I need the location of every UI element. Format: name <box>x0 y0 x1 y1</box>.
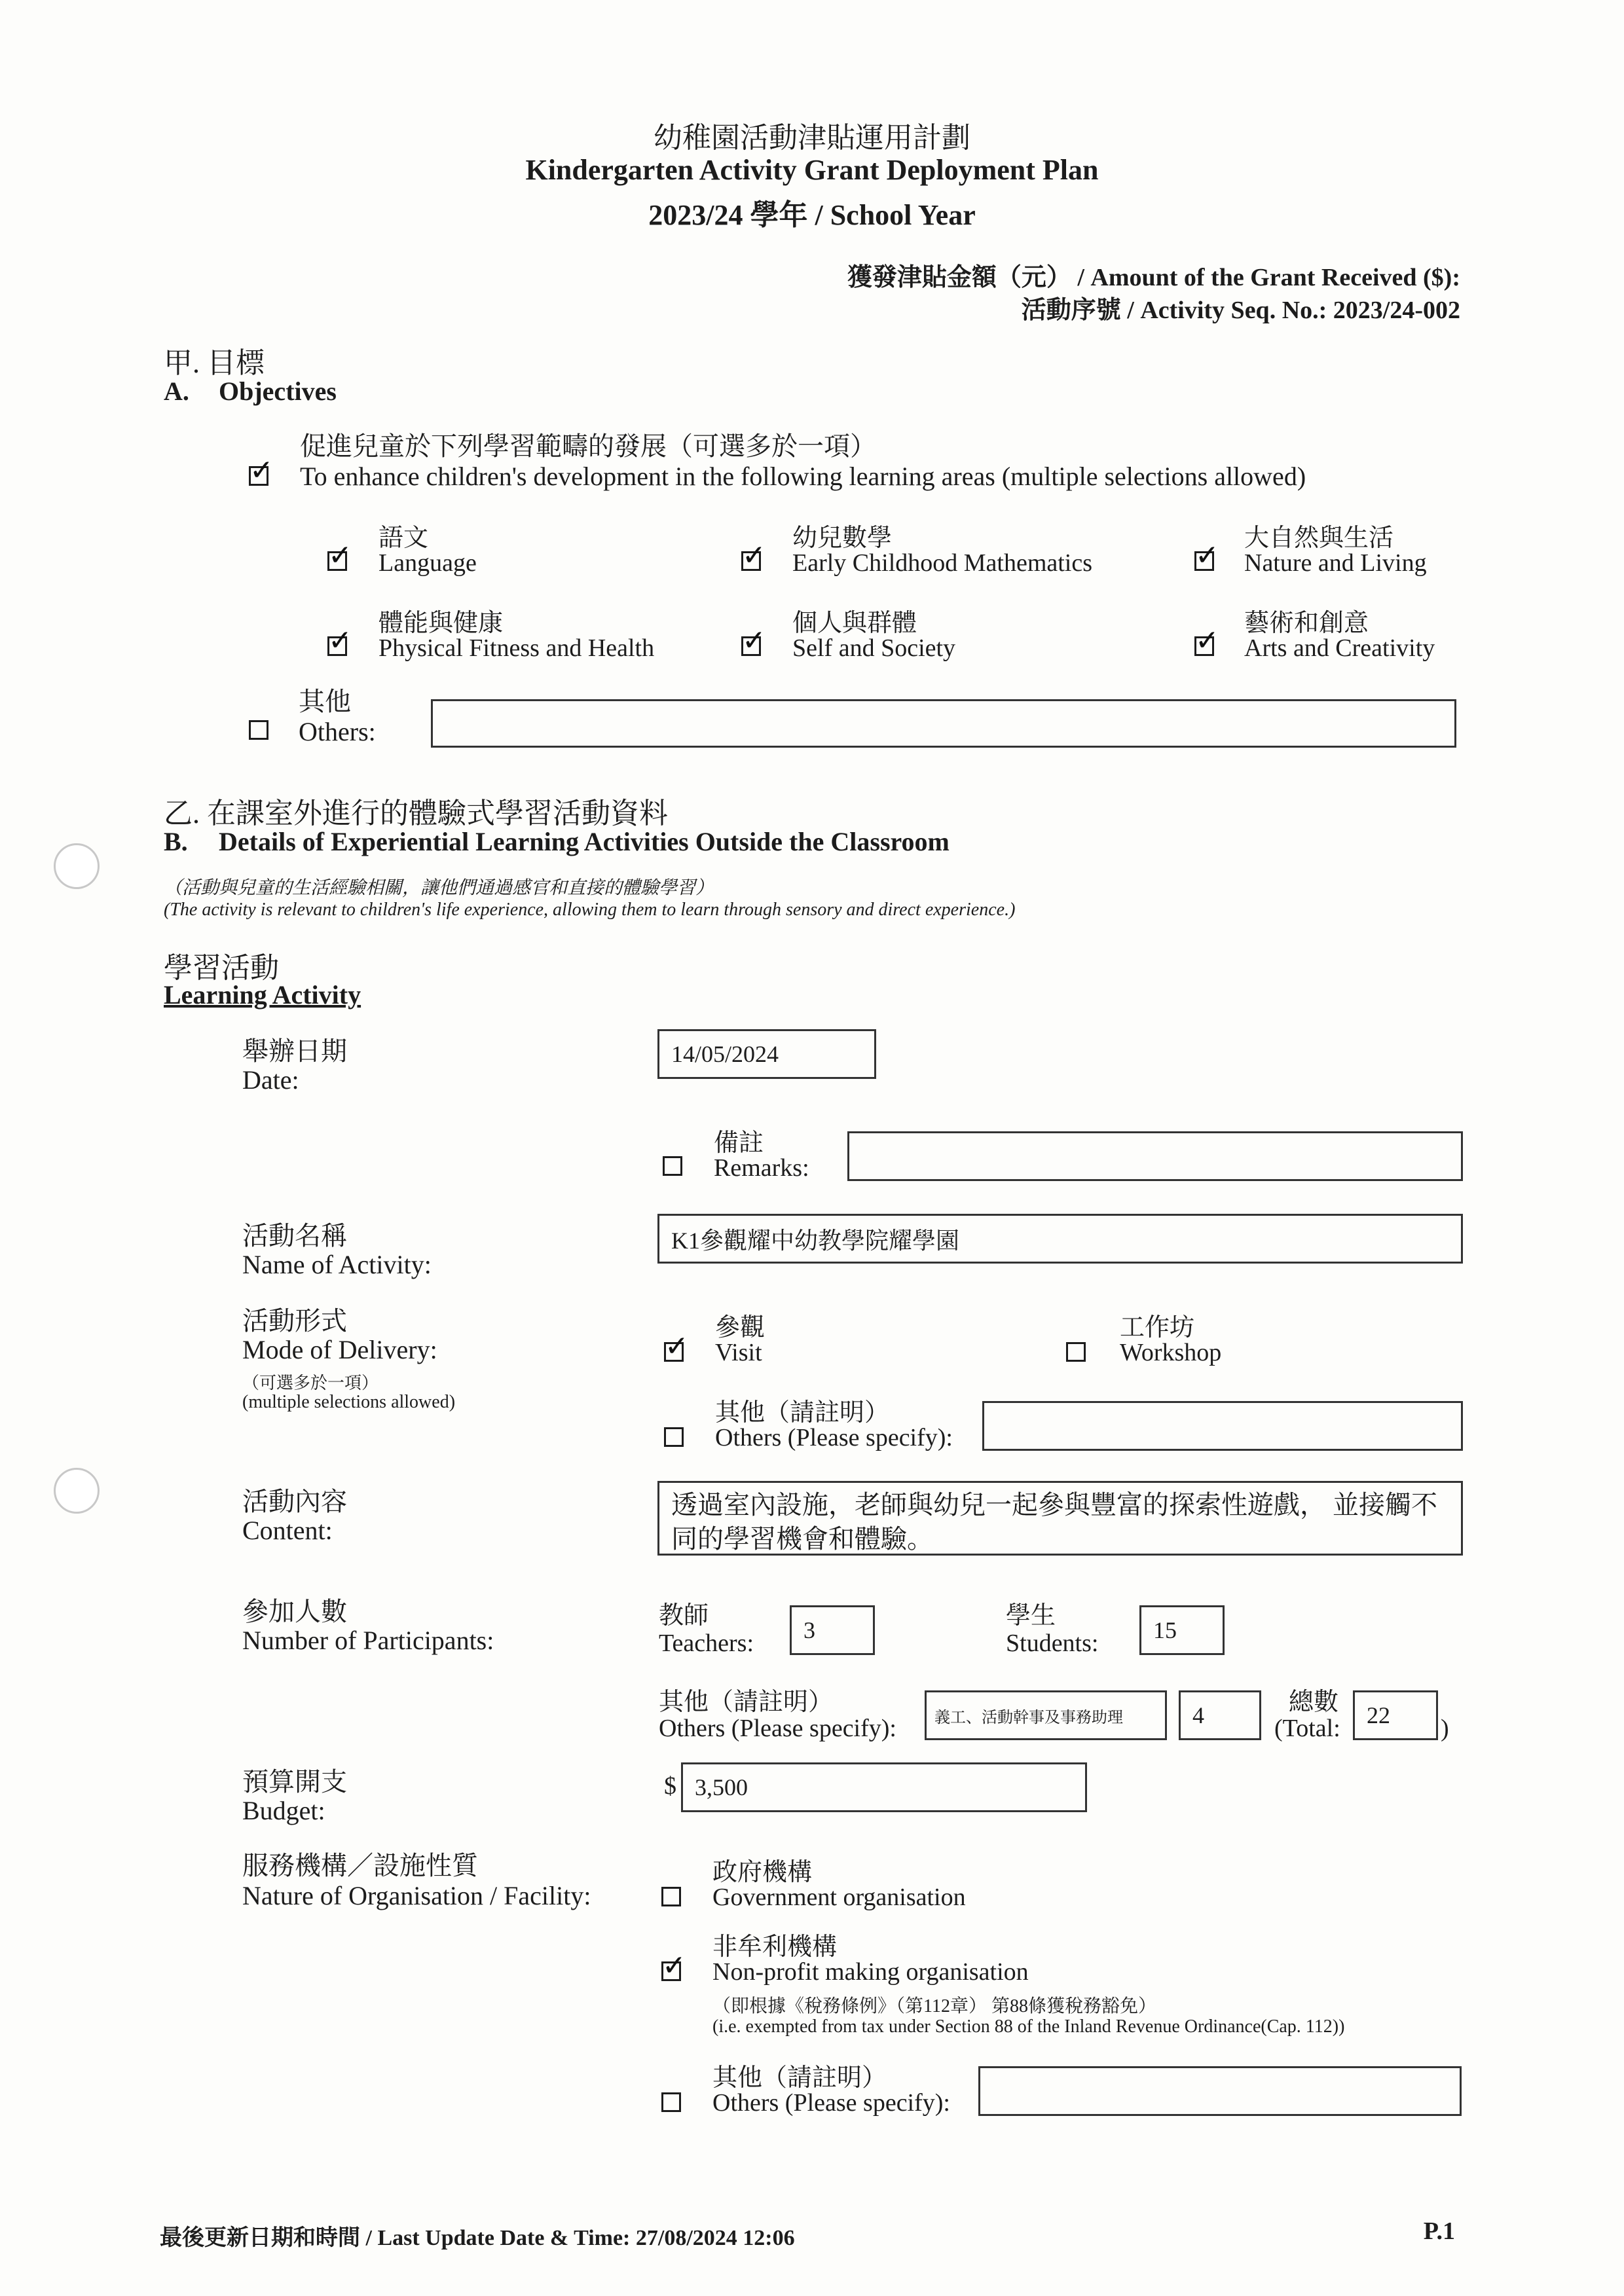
workshop-label-zh: 工作坊 <box>1120 1314 1195 1341</box>
gov-label-zh: 政府機構 <box>712 1859 813 1886</box>
learning-activity-zh: 學習活動 <box>164 952 279 984</box>
school-year: 2023/24 學年 / School Year <box>648 199 976 231</box>
org-other-checkbox[interactable] <box>661 2092 681 2112</box>
date-input[interactable]: 14/05/2024 <box>657 1029 876 1079</box>
students-label-en: Students: <box>1006 1630 1099 1657</box>
npo-note-zh: （即根據《稅務條例》（第112章） 第88條獲稅務豁免） <box>712 1996 1156 2016</box>
students-input[interactable]: 15 <box>1139 1605 1225 1655</box>
gov-label-en: Government organisation <box>712 1884 966 1911</box>
activity-seq-label: 活動序號 / Activity Seq. No.: 2023/24-002 <box>1021 297 1460 324</box>
check-mark-icon: ✓ <box>742 539 766 572</box>
learning-activity-en: Learning Activity <box>164 980 361 1010</box>
section-b-heading-en: Details of Experiential Learning Activities Outside the Classroom <box>219 827 950 856</box>
area-language-checkbox[interactable] <box>327 539 352 572</box>
teachers-input[interactable]: 3 <box>790 1605 875 1655</box>
org-other-input[interactable] <box>978 2066 1462 2116</box>
mode-other-checkbox[interactable] <box>664 1427 684 1447</box>
section-b-note-zh: （活動與兒童的生活經驗相關，讓他們通過感官和直接的體驗學習） <box>164 878 714 898</box>
budget-label-en: Budget: <box>242 1796 325 1825</box>
check-mark-icon: ✓ <box>665 1330 689 1363</box>
total-label-zh: 總數 <box>1289 1688 1339 1716</box>
area-language-zh: 語文 <box>378 524 429 552</box>
section-b-heading-zh: 乙. 在課室外進行的體驗式學習活動資料 <box>164 797 668 829</box>
visit-label-zh: 參觀 <box>715 1314 766 1341</box>
npo-note-en: (i.e. exempted from tax under Section 88 of the Inland Revenue Ordinance(Cap. 112)) <box>712 2016 1345 2037</box>
participants-others-count-input[interactable]: 4 <box>1179 1690 1261 1740</box>
section-b-letter: B. <box>164 827 188 856</box>
mode-other-label-zh: 其他（請註明） <box>715 1399 890 1427</box>
remarks-checkbox[interactable] <box>663 1156 682 1176</box>
participants-others-label-zh: 其他（請註明） <box>659 1688 834 1716</box>
activity-name-label-en: Name of Activity: <box>242 1250 432 1279</box>
teachers-label-en: Teachers: <box>659 1630 754 1657</box>
area-nature-checkbox[interactable] <box>1194 539 1219 572</box>
area-math-checkbox[interactable] <box>741 539 766 572</box>
gov-checkbox[interactable] <box>661 1887 681 1906</box>
area-society-checkbox[interactable] <box>741 624 766 657</box>
punch-hole <box>54 843 100 889</box>
enhance-label-en: To enhance children's development in the following learning areas (multiple selections allowed) <box>300 462 1306 491</box>
mode-note-zh: （可選多於一項） <box>242 1374 379 1393</box>
visit-checkbox[interactable] <box>664 1330 689 1363</box>
participants-label-zh: 參加人數 <box>242 1597 347 1626</box>
area-nature-zh: 大自然與生活 <box>1244 524 1394 552</box>
activity-name-label-zh: 活動名稱 <box>242 1221 347 1250</box>
objectives-others-en: Others: <box>299 717 376 746</box>
area-arts-zh: 藝術和創意 <box>1244 610 1369 637</box>
mode-label-en: Mode of Delivery: <box>242 1335 437 1364</box>
total-close-paren: ) <box>1441 1715 1449 1742</box>
remarks-label-en: Remarks: <box>714 1154 809 1182</box>
objectives-others-zh: 其他 <box>299 687 351 716</box>
workshop-checkbox[interactable] <box>1066 1342 1086 1362</box>
org-label-zh: 服務機構／設施性質 <box>242 1851 478 1880</box>
punch-hole <box>54 1468 100 1514</box>
objectives-others-checkbox[interactable] <box>249 720 268 740</box>
area-fitness-zh: 體能與健康 <box>378 610 504 637</box>
workshop-label-en: Workshop <box>1120 1339 1222 1366</box>
total-input[interactable]: 22 <box>1353 1690 1438 1740</box>
area-fitness-en: Physical Fitness and Health <box>378 634 655 662</box>
area-arts-checkbox[interactable] <box>1194 624 1219 657</box>
remarks-input[interactable] <box>847 1131 1463 1181</box>
mode-other-input[interactable] <box>982 1401 1463 1451</box>
npo-label-zh: 非牟利機構 <box>712 1933 838 1961</box>
date-label-zh: 舉辦日期 <box>242 1036 347 1066</box>
date-label-en: Date: <box>242 1065 299 1095</box>
enhance-checkbox[interactable] <box>249 454 274 487</box>
check-mark-icon: ✓ <box>328 539 352 572</box>
area-fitness-checkbox[interactable] <box>327 624 352 657</box>
budget-currency: $ <box>664 1772 676 1800</box>
title-zh: 幼稚園活動津貼運用計劃 <box>654 122 970 154</box>
section-a-heading-en: Objectives <box>219 376 337 406</box>
section-b-note-en: (The activity is relevant to children's life experience, allowing them to learn through sensory and direct experience.) <box>164 900 1016 920</box>
org-other-label-en: Others (Please specify): <box>712 2089 950 2117</box>
page-number: P.1 <box>1423 2217 1455 2245</box>
activity-name-input[interactable]: K1參觀耀中幼教學院耀學園 <box>657 1214 1463 1264</box>
participants-others-spec-input[interactable]: 義工、活動幹事及事務助理 <box>925 1690 1167 1740</box>
npo-label-en: Non-profit making organisation <box>712 1958 1029 1986</box>
check-mark-icon: ✓ <box>662 1949 686 1982</box>
area-society-en: Self and Society <box>792 634 956 662</box>
remarks-label-zh: 備註 <box>714 1129 764 1157</box>
participants-others-label-en: Others (Please specify): <box>659 1715 896 1742</box>
org-label-en: Nature of Organisation / Facility: <box>242 1881 591 1910</box>
check-mark-icon: ✓ <box>328 624 352 657</box>
check-mark-icon: ✓ <box>742 624 766 657</box>
area-math-en: Early Childhood Mathematics <box>792 549 1093 577</box>
section-a-letter: A. <box>164 376 189 406</box>
last-update: 最後更新日期和時間 / Last Update Date & Time: 27/08/2024 12:06 <box>160 2226 795 2250</box>
visit-label-en: Visit <box>715 1339 762 1366</box>
participants-label-en: Number of Participants: <box>242 1626 494 1655</box>
students-label-zh: 學生 <box>1006 1602 1056 1630</box>
budget-label-zh: 預算開支 <box>242 1767 347 1796</box>
content-label-zh: 活動內容 <box>242 1487 347 1516</box>
mode-label-zh: 活動形式 <box>242 1306 347 1336</box>
grant-amount-label: 獲發津貼金額（元） / Amount of the Grant Received ($): <box>847 264 1460 291</box>
area-language-en: Language <box>378 549 477 577</box>
title-en: Kindergarten Activity Grant Deployment Plan <box>525 154 1099 186</box>
content-textarea[interactable]: 透過室內設施，老師與幼兒一起參與豐富的探索性遊戲， 並接觸不同的學習機會和體驗。 <box>657 1481 1463 1556</box>
area-arts-en: Arts and Creativity <box>1244 634 1435 662</box>
content-label-en: Content: <box>242 1516 333 1545</box>
mode-note-en: (multiple selections allowed) <box>242 1392 456 1412</box>
check-mark-icon: ✓ <box>249 454 274 487</box>
budget-input[interactable]: 3,500 <box>681 1762 1087 1812</box>
mode-other-label-en: Others (Please specify): <box>715 1424 953 1451</box>
section-a-heading-zh: 甲. 目標 <box>164 347 265 379</box>
area-society-zh: 個人與群體 <box>792 610 917 637</box>
objectives-others-input[interactable] <box>431 699 1456 748</box>
check-mark-icon: ✓ <box>1195 539 1219 572</box>
area-nature-en: Nature and Living <box>1244 549 1427 577</box>
teachers-label-zh: 教師 <box>659 1602 709 1630</box>
npo-checkbox[interactable] <box>661 1949 686 1982</box>
enhance-label-zh: 促進兒童於下列學習範疇的發展（可選多於一項） <box>300 431 876 461</box>
org-other-label-zh: 其他（請註明） <box>712 2064 887 2092</box>
area-math-zh: 幼兒數學 <box>792 524 893 552</box>
check-mark-icon: ✓ <box>1195 624 1219 657</box>
total-label-en: (Total: <box>1274 1715 1340 1742</box>
